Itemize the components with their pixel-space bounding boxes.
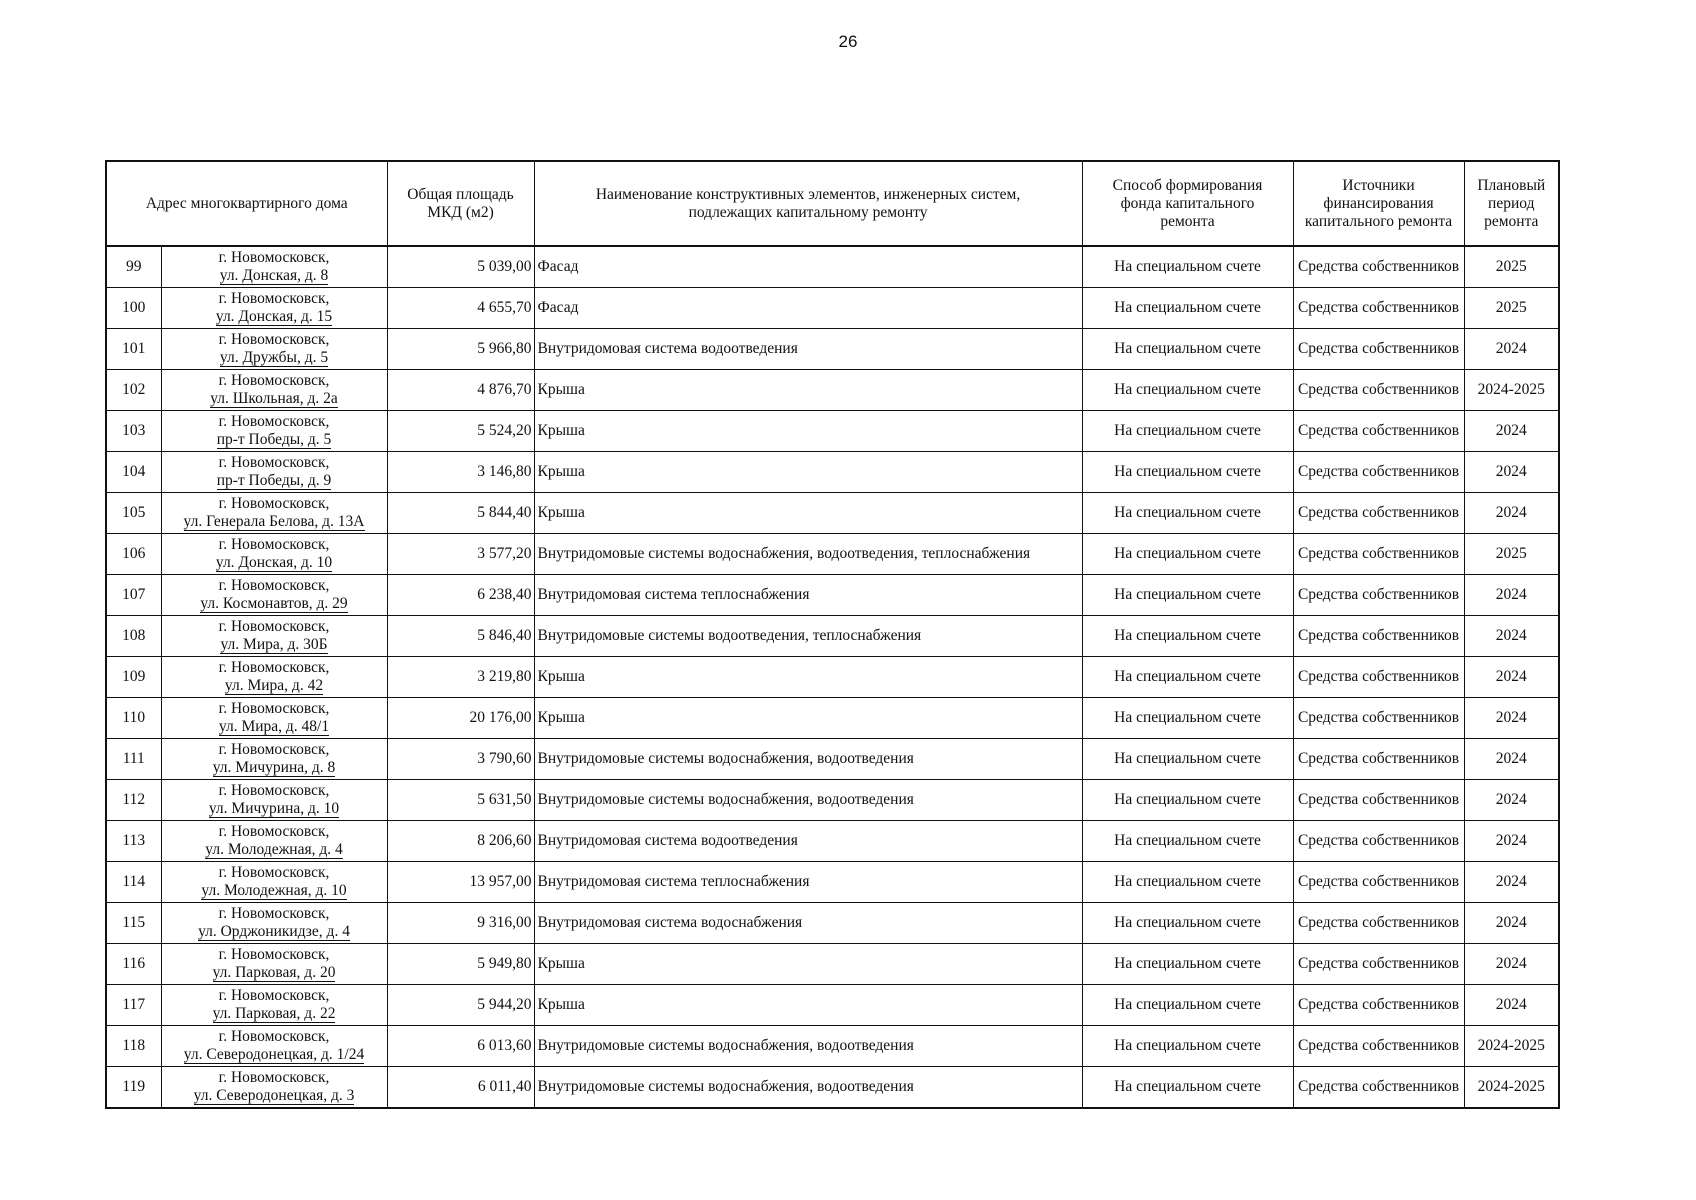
table-row [106, 903, 1559, 944]
row-elements: Крыша [534, 452, 1082, 493]
row-source: Средства собственников [1293, 288, 1464, 329]
address-city: г. Новомосковск, [218, 987, 330, 1004]
row-number: 104 [106, 452, 161, 493]
row-source: Средства собственников [1293, 575, 1464, 616]
row-number: 114 [106, 862, 161, 903]
address-city: г. Новомосковск, [218, 700, 330, 717]
table-row [106, 985, 1559, 1026]
table-row [106, 411, 1559, 452]
address-city: г. Новомосковск, [218, 946, 330, 963]
row-source: Средства собственников [1293, 1026, 1464, 1067]
address-city: г. Новомосковск, [218, 249, 330, 266]
table-row [106, 821, 1559, 862]
row-address [161, 370, 387, 411]
row-method: На специальном счете [1082, 821, 1293, 862]
row-area: 8 206,60 [387, 821, 534, 862]
row-elements: Внутридомовые системы водоснабжения, водоотведения [534, 780, 1082, 821]
row-number: 119 [106, 1067, 161, 1109]
row-area: 13 957,00 [387, 862, 534, 903]
row-elements: Внутридомовые системы водоснабжения, водоотведения, теплоснабжения [534, 534, 1082, 575]
row-source: Средства собственников [1293, 246, 1464, 288]
address-street: ул. Школьная, д. 2а [210, 390, 338, 407]
row-elements: Крыша [534, 411, 1082, 452]
row-method: На специальном счете [1082, 246, 1293, 288]
row-source: Средства собственников [1293, 657, 1464, 698]
row-address [161, 657, 387, 698]
row-source: Средства собственников [1293, 985, 1464, 1026]
row-period: 2024 [1464, 452, 1559, 493]
address-city: г. Новомосковск, [218, 1028, 330, 1045]
row-period: 2024 [1464, 575, 1559, 616]
row-period: 2024 [1464, 821, 1559, 862]
row-period: 2025 [1464, 534, 1559, 575]
table-row [106, 1067, 1559, 1109]
row-area: 5 944,20 [387, 985, 534, 1026]
row-area: 20 176,00 [387, 698, 534, 739]
address-city: г. Новомосковск, [218, 290, 330, 307]
table-row [106, 534, 1559, 575]
row-elements: Внутридомовая система теплоснабжения [534, 862, 1082, 903]
row-method: На специальном счете [1082, 1067, 1293, 1109]
row-method: На специальном счете [1082, 985, 1293, 1026]
row-address [161, 1067, 387, 1109]
address-city: г. Новомосковск, [218, 905, 330, 922]
row-source: Средства собственников [1293, 1067, 1464, 1109]
address-city: г. Новомосковск, [218, 536, 330, 553]
row-area: 5 844,40 [387, 493, 534, 534]
address-street: ул. Мира, д. 42 [224, 677, 324, 694]
address-street: пр-т Победы, д. 5 [216, 431, 332, 448]
row-number: 110 [106, 698, 161, 739]
address-street: ул. Мира, д. 30Б [220, 636, 328, 653]
row-period: 2025 [1464, 246, 1559, 288]
address-city: г. Новомосковск, [218, 1069, 330, 1086]
row-elements: Внутридомовая система водоотведения [534, 821, 1082, 862]
row-source: Средства собственников [1293, 329, 1464, 370]
header-period: Плановый период ремонта [1464, 161, 1559, 246]
table-row [106, 657, 1559, 698]
row-area: 5 631,50 [387, 780, 534, 821]
row-source: Средства собственников [1293, 493, 1464, 534]
row-elements: Внутридомовая система водоснабжения [534, 903, 1082, 944]
row-period: 2024-2025 [1464, 1026, 1559, 1067]
address-street: ул. Донская, д. 15 [215, 308, 333, 325]
row-number: 112 [106, 780, 161, 821]
header-source: Источники финансирования капитального ремонта [1293, 161, 1464, 246]
row-period: 2024 [1464, 780, 1559, 821]
row-method: На специальном счете [1082, 862, 1293, 903]
row-source: Средства собственников [1293, 534, 1464, 575]
table-row [106, 575, 1559, 616]
address-street: ул. Молодежная, д. 10 [201, 882, 347, 899]
row-area: 6 011,40 [387, 1067, 534, 1109]
row-period: 2024 [1464, 985, 1559, 1026]
row-area: 5 846,40 [387, 616, 534, 657]
address-street: ул. Донская, д. 8 [219, 267, 329, 284]
row-elements: Внутридомовая система теплоснабжения [534, 575, 1082, 616]
row-number: 118 [106, 1026, 161, 1067]
row-elements: Фасад [534, 288, 1082, 329]
row-period: 2024-2025 [1464, 1067, 1559, 1109]
row-elements: Крыша [534, 493, 1082, 534]
row-period: 2024 [1464, 657, 1559, 698]
header-method: Способ формирования фонда капитального ремонта [1082, 161, 1293, 246]
row-method: На специальном счете [1082, 288, 1293, 329]
row-area: 5 039,00 [387, 246, 534, 288]
row-number: 106 [106, 534, 161, 575]
row-period: 2024 [1464, 616, 1559, 657]
row-area: 5 949,80 [387, 944, 534, 985]
row-method: На специальном счете [1082, 657, 1293, 698]
table-row [106, 329, 1559, 370]
row-address [161, 1026, 387, 1067]
table-row [106, 862, 1559, 903]
row-period: 2024-2025 [1464, 370, 1559, 411]
row-address [161, 739, 387, 780]
address-city: г. Новомосковск, [218, 659, 330, 676]
row-number: 99 [106, 246, 161, 288]
address-city: г. Новомосковск, [218, 741, 330, 758]
row-elements: Внутридомовые системы водоснабжения, водоотведения [534, 1026, 1082, 1067]
row-source: Средства собственников [1293, 616, 1464, 657]
row-area: 4 876,70 [387, 370, 534, 411]
row-source: Средства собственников [1293, 411, 1464, 452]
row-period: 2024 [1464, 739, 1559, 780]
table-row [106, 944, 1559, 985]
row-method: На специальном счете [1082, 698, 1293, 739]
row-source: Средства собственников [1293, 944, 1464, 985]
row-address [161, 903, 387, 944]
row-area: 3 146,80 [387, 452, 534, 493]
row-elements: Крыша [534, 985, 1082, 1026]
address-city: г. Новомосковск, [218, 413, 330, 430]
row-address [161, 288, 387, 329]
header-address: Адрес многоквартирного дома [106, 161, 387, 246]
row-period: 2024 [1464, 903, 1559, 944]
row-method: На специальном счете [1082, 616, 1293, 657]
row-period: 2024 [1464, 329, 1559, 370]
address-city: г. Новомосковск, [218, 823, 330, 840]
table-header-row [106, 161, 1559, 246]
row-elements: Крыша [534, 370, 1082, 411]
row-number: 108 [106, 616, 161, 657]
row-address [161, 862, 387, 903]
row-method: На специальном счете [1082, 1026, 1293, 1067]
row-period: 2024 [1464, 944, 1559, 985]
address-city: г. Новомосковск, [218, 495, 330, 512]
table-row [106, 370, 1559, 411]
row-area: 3 219,80 [387, 657, 534, 698]
row-source: Средства собственников [1293, 698, 1464, 739]
row-method: На специальном счете [1082, 534, 1293, 575]
row-number: 111 [106, 739, 161, 780]
table-row [106, 780, 1559, 821]
row-area: 5 966,80 [387, 329, 534, 370]
row-address [161, 985, 387, 1026]
capital-repair-table [105, 160, 1560, 1109]
row-elements: Внутридомовая система водоотведения [534, 329, 1082, 370]
row-area: 4 655,70 [387, 288, 534, 329]
row-number: 113 [106, 821, 161, 862]
address-street: ул. Донская, д. 10 [215, 554, 333, 571]
address-street: ул. Парковая, д. 22 [212, 1005, 336, 1022]
row-number: 101 [106, 329, 161, 370]
row-address [161, 944, 387, 985]
row-elements: Крыша [534, 657, 1082, 698]
row-elements: Внутридомовые системы водоснабжения, водоотведения [534, 1067, 1082, 1109]
row-area: 9 316,00 [387, 903, 534, 944]
row-method: На специальном счете [1082, 411, 1293, 452]
address-street: ул. Северодонецкая, д. 3 [193, 1087, 355, 1104]
row-number: 107 [106, 575, 161, 616]
row-method: На специальном счете [1082, 903, 1293, 944]
address-street: ул. Парковая, д. 20 [212, 964, 336, 981]
row-method: На специальном счете [1082, 780, 1293, 821]
row-elements: Внутридомовые системы водоснабжения, водоотведения [534, 739, 1082, 780]
row-elements: Фасад [534, 246, 1082, 288]
row-address [161, 534, 387, 575]
row-source: Средства собственников [1293, 370, 1464, 411]
row-number: 105 [106, 493, 161, 534]
row-area: 6 238,40 [387, 575, 534, 616]
row-address [161, 246, 387, 288]
row-method: На специальном счете [1082, 493, 1293, 534]
row-method: На специальном счете [1082, 944, 1293, 985]
row-method: На специальном счете [1082, 452, 1293, 493]
address-street: ул. Мичурина, д. 10 [208, 800, 340, 817]
address-city: г. Новомосковск, [218, 372, 330, 389]
header-area: Общая площадь МКД (м2) [387, 161, 534, 246]
row-address [161, 780, 387, 821]
address-city: г. Новомосковск, [218, 454, 330, 471]
row-source: Средства собственников [1293, 739, 1464, 780]
address-street: пр-т Победы, д. 9 [216, 472, 332, 489]
row-method: На специальном счете [1082, 739, 1293, 780]
address-street: ул. Космонавтов, д. 29 [200, 595, 348, 612]
address-city: г. Новомосковск, [218, 331, 330, 348]
row-address [161, 329, 387, 370]
row-address [161, 616, 387, 657]
address-city: г. Новомосковск, [218, 782, 330, 799]
address-street: ул. Северодонецкая, д. 1/24 [183, 1046, 365, 1063]
row-method: На специальном счете [1082, 370, 1293, 411]
row-number: 103 [106, 411, 161, 452]
table-row [106, 739, 1559, 780]
row-elements: Внутридомовые системы водоотведения, теплоснабжения [534, 616, 1082, 657]
row-source: Средства собственников [1293, 903, 1464, 944]
row-source: Средства собственников [1293, 821, 1464, 862]
address-street: ул. Дружбы, д. 5 [219, 349, 329, 366]
address-street: ул. Мира, д. 48/1 [218, 718, 330, 735]
row-method: На специальном счете [1082, 575, 1293, 616]
row-number: 116 [106, 944, 161, 985]
address-city: г. Новомосковск, [218, 864, 330, 881]
row-source: Средства собственников [1293, 862, 1464, 903]
table-row [106, 616, 1559, 657]
row-area: 3 790,60 [387, 739, 534, 780]
row-address [161, 821, 387, 862]
row-source: Средства собственников [1293, 452, 1464, 493]
row-number: 102 [106, 370, 161, 411]
table-row [106, 698, 1559, 739]
header-elements: Наименование конструктивных элементов, инженерных систем, подлежащих капитальному ремонту [534, 161, 1082, 246]
row-period: 2024 [1464, 862, 1559, 903]
table-row [106, 493, 1559, 534]
address-city: г. Новомосковск, [218, 577, 330, 594]
row-number: 109 [106, 657, 161, 698]
row-source: Средства собственников [1293, 780, 1464, 821]
table-row [106, 452, 1559, 493]
table-row [106, 246, 1559, 288]
row-address [161, 493, 387, 534]
row-elements: Крыша [534, 944, 1082, 985]
row-period: 2025 [1464, 288, 1559, 329]
table-body [106, 246, 1559, 1108]
address-street: ул. Генерала Белова, д. 13А [183, 513, 365, 530]
row-area: 6 013,60 [387, 1026, 534, 1067]
address-city: г. Новомосковск, [218, 618, 330, 635]
row-elements: Крыша [534, 698, 1082, 739]
row-area: 5 524,20 [387, 411, 534, 452]
row-period: 2024 [1464, 411, 1559, 452]
table-row [106, 1026, 1559, 1067]
row-period: 2024 [1464, 493, 1559, 534]
row-number: 117 [106, 985, 161, 1026]
row-number: 100 [106, 288, 161, 329]
row-address [161, 452, 387, 493]
address-street: ул. Молодежная, д. 4 [205, 841, 343, 858]
row-method: На специальном счете [1082, 329, 1293, 370]
row-address [161, 575, 387, 616]
address-street: ул. Мичурина, д. 8 [212, 759, 336, 776]
address-street: ул. Орджоникидзе, д. 4 [198, 923, 350, 940]
row-address [161, 411, 387, 452]
row-number: 115 [106, 903, 161, 944]
page-number: 26 [838, 32, 858, 51]
table-row [106, 288, 1559, 329]
row-period: 2024 [1464, 698, 1559, 739]
row-area: 3 577,20 [387, 534, 534, 575]
row-address [161, 698, 387, 739]
